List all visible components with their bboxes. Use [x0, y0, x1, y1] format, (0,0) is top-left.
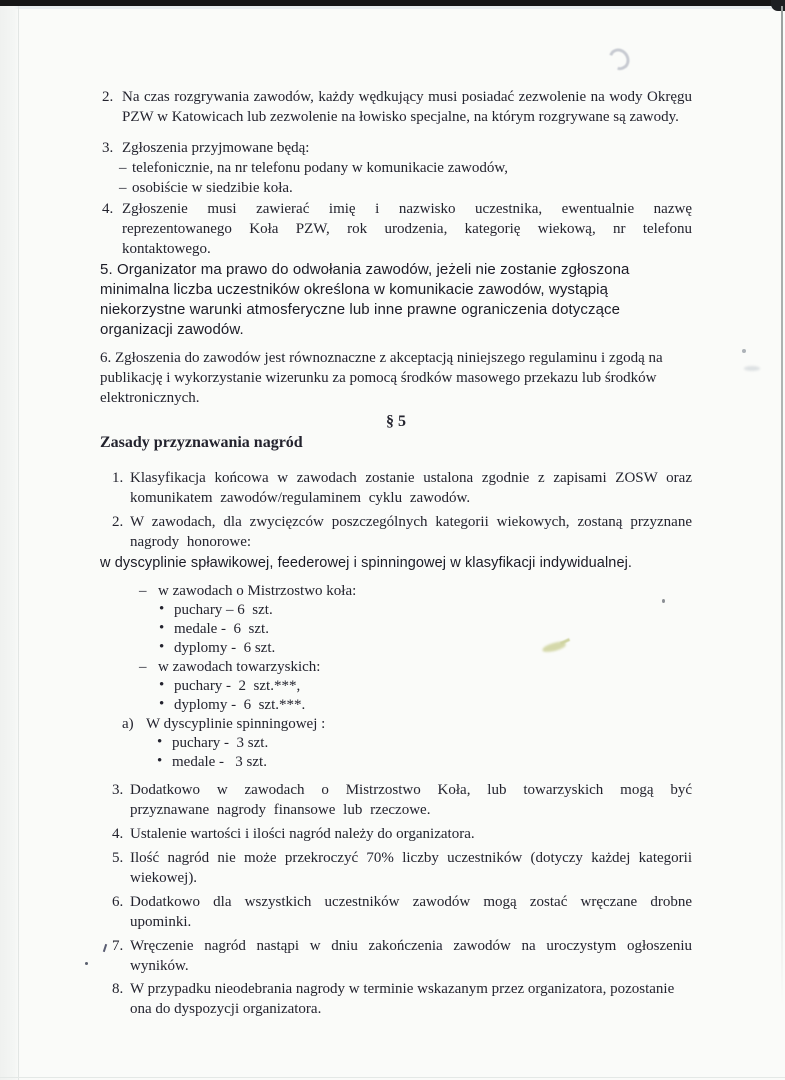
- list-item-6: [100, 348, 692, 408]
- item-number: 4.: [102, 201, 114, 217]
- bullet-marker: •: [159, 696, 165, 712]
- list-item-3: [100, 138, 692, 158]
- item-number: 6.: [100, 350, 112, 366]
- faint-smudge: [744, 366, 760, 371]
- scanner-top-edge-glow: [0, 6, 785, 9]
- bullet-marker: •: [159, 620, 165, 636]
- awards-item-5: [100, 848, 692, 888]
- awards-item-6: [100, 892, 692, 932]
- page-right-edge-line: [781, 6, 783, 1006]
- item-text: Dodatkowo w zawodach o Mistrzostwo Koła, lub towarzyskich mogą być przyznawane nagrody finansowe lub rzeczowe.: [130, 782, 692, 818]
- bullet-text: puchary – 6 szt.: [174, 602, 273, 618]
- document-page: [100, 87, 692, 1019]
- award-bullet: [159, 677, 692, 696]
- bullet-text: dyplomy - 6 szt.***.: [174, 697, 306, 713]
- dash-subitem: [100, 178, 692, 198]
- section-title: Zasady przyznawania nagród: [100, 434, 303, 451]
- award-group-mistrzostwo: [139, 582, 692, 601]
- item-text: Ilość nagród nie może przekroczyć 70% liczby uczestników (dotyczy każdej kategorii wiekowej).: [130, 850, 692, 886]
- discipline-note: w dyscyplinie spławikowej, feederowej i spinningowej w klasyfikacji indywidualnej.: [100, 555, 633, 571]
- item-number: 3.: [102, 140, 114, 156]
- award-bullet: [159, 639, 692, 658]
- list-item-4: [100, 199, 692, 259]
- ink-smudge: [606, 45, 633, 73]
- item-text: Wręczenie nagród nastąpi w dniu zakończenia zawodów na uroczystym ogłoszeniu wyników.: [130, 938, 692, 974]
- item-number: 2.: [102, 89, 114, 105]
- item-text: W przypadku nieodebrania nagrody w terminie wskazanym przez organizatora, pozostanie ona do dyspozycji organizatora.: [130, 981, 675, 1017]
- page-left-edge-line: [18, 6, 19, 1080]
- item-number: 5.: [112, 850, 124, 866]
- item-text: Ustalenie wartości i ilości nagród należy do organizatora.: [130, 826, 475, 842]
- bullet-marker: •: [159, 601, 165, 617]
- item-text: Na czas rozgrywania zawodów, każdy wędkujący musi posiadać zezwolenie na wody Okręgu PZW w Katowicach lub zezwolenie na łowisko specjalne, na którym rozgrywane są zawody.: [122, 89, 692, 125]
- awards-item-4: [100, 824, 692, 844]
- page-left-shadow: [0, 6, 20, 1080]
- bullet-marker: •: [159, 639, 165, 655]
- award-group-towarzyskie: [139, 658, 692, 677]
- award-group-spinning: [122, 715, 692, 734]
- item-text: Zgłoszenie musi zawierać imię i nazwisko uczestnika, ewentualnie nazwę reprezentowanego Koła PZW, rok urodzenia, kategorię wiekową, nr telefonu kontaktowego.: [122, 201, 692, 257]
- dust-speck: [742, 349, 746, 353]
- awards-item-8: [100, 979, 692, 1019]
- bullet-marker: •: [157, 734, 163, 750]
- award-bullet: [157, 753, 692, 772]
- item-number: 4.: [112, 826, 124, 842]
- award-bullet: [157, 734, 692, 753]
- bullet-text: medale - 6 szt.: [174, 621, 269, 637]
- item-number: 5.: [100, 261, 113, 278]
- item-text: Zgłoszenia do zawodów jest równoznaczne z akceptacją niniejszego regulaminu i zgodą na publikację i wykorzystanie wizerunku za pomocą środków masowego przekazu lub środków elektronicznych.: [100, 350, 663, 406]
- subitem-text: telefonicznie, na nr telefonu podany w komunikacie zawodów,: [132, 160, 508, 176]
- group-label: W dyscyplinie spinningowej :: [146, 716, 326, 732]
- letter-marker: a): [122, 716, 134, 732]
- item-number: 8.: [112, 981, 124, 997]
- dash-marker: –: [119, 180, 127, 196]
- awards-item-1: [100, 468, 692, 508]
- item-text: Zgłoszenia przyjmowane będą:: [122, 140, 310, 156]
- award-bullet: [159, 696, 692, 715]
- item-number: 7.: [112, 938, 124, 954]
- group-label: w zawodach o Mistrzostwo koła:: [158, 583, 357, 599]
- dash-marker: –: [139, 659, 147, 675]
- bullet-marker: •: [159, 677, 165, 693]
- dash-marker: –: [139, 583, 147, 599]
- subitem-text: osobiście w siedzibie koła.: [132, 180, 293, 196]
- bullet-marker: •: [157, 753, 163, 769]
- award-bullet: [159, 601, 692, 620]
- bullet-text: puchary - 3 szt.: [172, 735, 269, 751]
- item-number: 3.: [112, 782, 124, 798]
- awards-item-2: [100, 512, 692, 552]
- bullet-text: dyplomy - 6 szt.: [174, 640, 276, 656]
- item-text: Dodatkowo dla wszystkich uczestników zawodów mogą zostać wręczane drobne upominki.: [130, 894, 692, 930]
- pen-dot: [85, 962, 88, 965]
- bullet-text: puchary - 2 szt.***,: [174, 678, 301, 694]
- awards-item-3: [100, 780, 692, 820]
- dash-subitem: [100, 158, 692, 178]
- list-item-5: [100, 260, 692, 340]
- dash-marker: –: [119, 160, 127, 176]
- section-number: § 5: [386, 413, 406, 430]
- awards-item-7: [100, 936, 692, 976]
- item-number: 2.: [112, 514, 124, 530]
- item-text: W zawodach, dla zwycięzców poszczególnych kategorii wiekowych, zostaną przyznane nagrody honorowe:: [130, 514, 692, 550]
- item-number: 1.: [112, 470, 124, 486]
- page-bottom-edge-line: [0, 1077, 785, 1078]
- item-number: 6.: [112, 894, 124, 910]
- item-text: Organizator ma prawo do odwołania zawodów, jeżeli nie zostanie zgłoszona minimalna liczba uczestników określona w komunikacie zawodów, wystąpią niekorzystne warunki atmosferyczne lub inne prawne ograniczenia dotyczące organizacji zawodów.: [100, 261, 630, 338]
- award-bullet: [159, 620, 692, 639]
- item-text: Klasyfikacja końcowa w zawodach zostanie ustalona zgodnie z zapisami ZOSW oraz komunikatem zawodów/regulaminem cyklu zawodów.: [130, 470, 692, 506]
- bullet-text: medale - 3 szt.: [172, 754, 267, 770]
- list-item-2: [100, 87, 692, 127]
- group-label: w zawodach towarzyskich:: [158, 659, 321, 675]
